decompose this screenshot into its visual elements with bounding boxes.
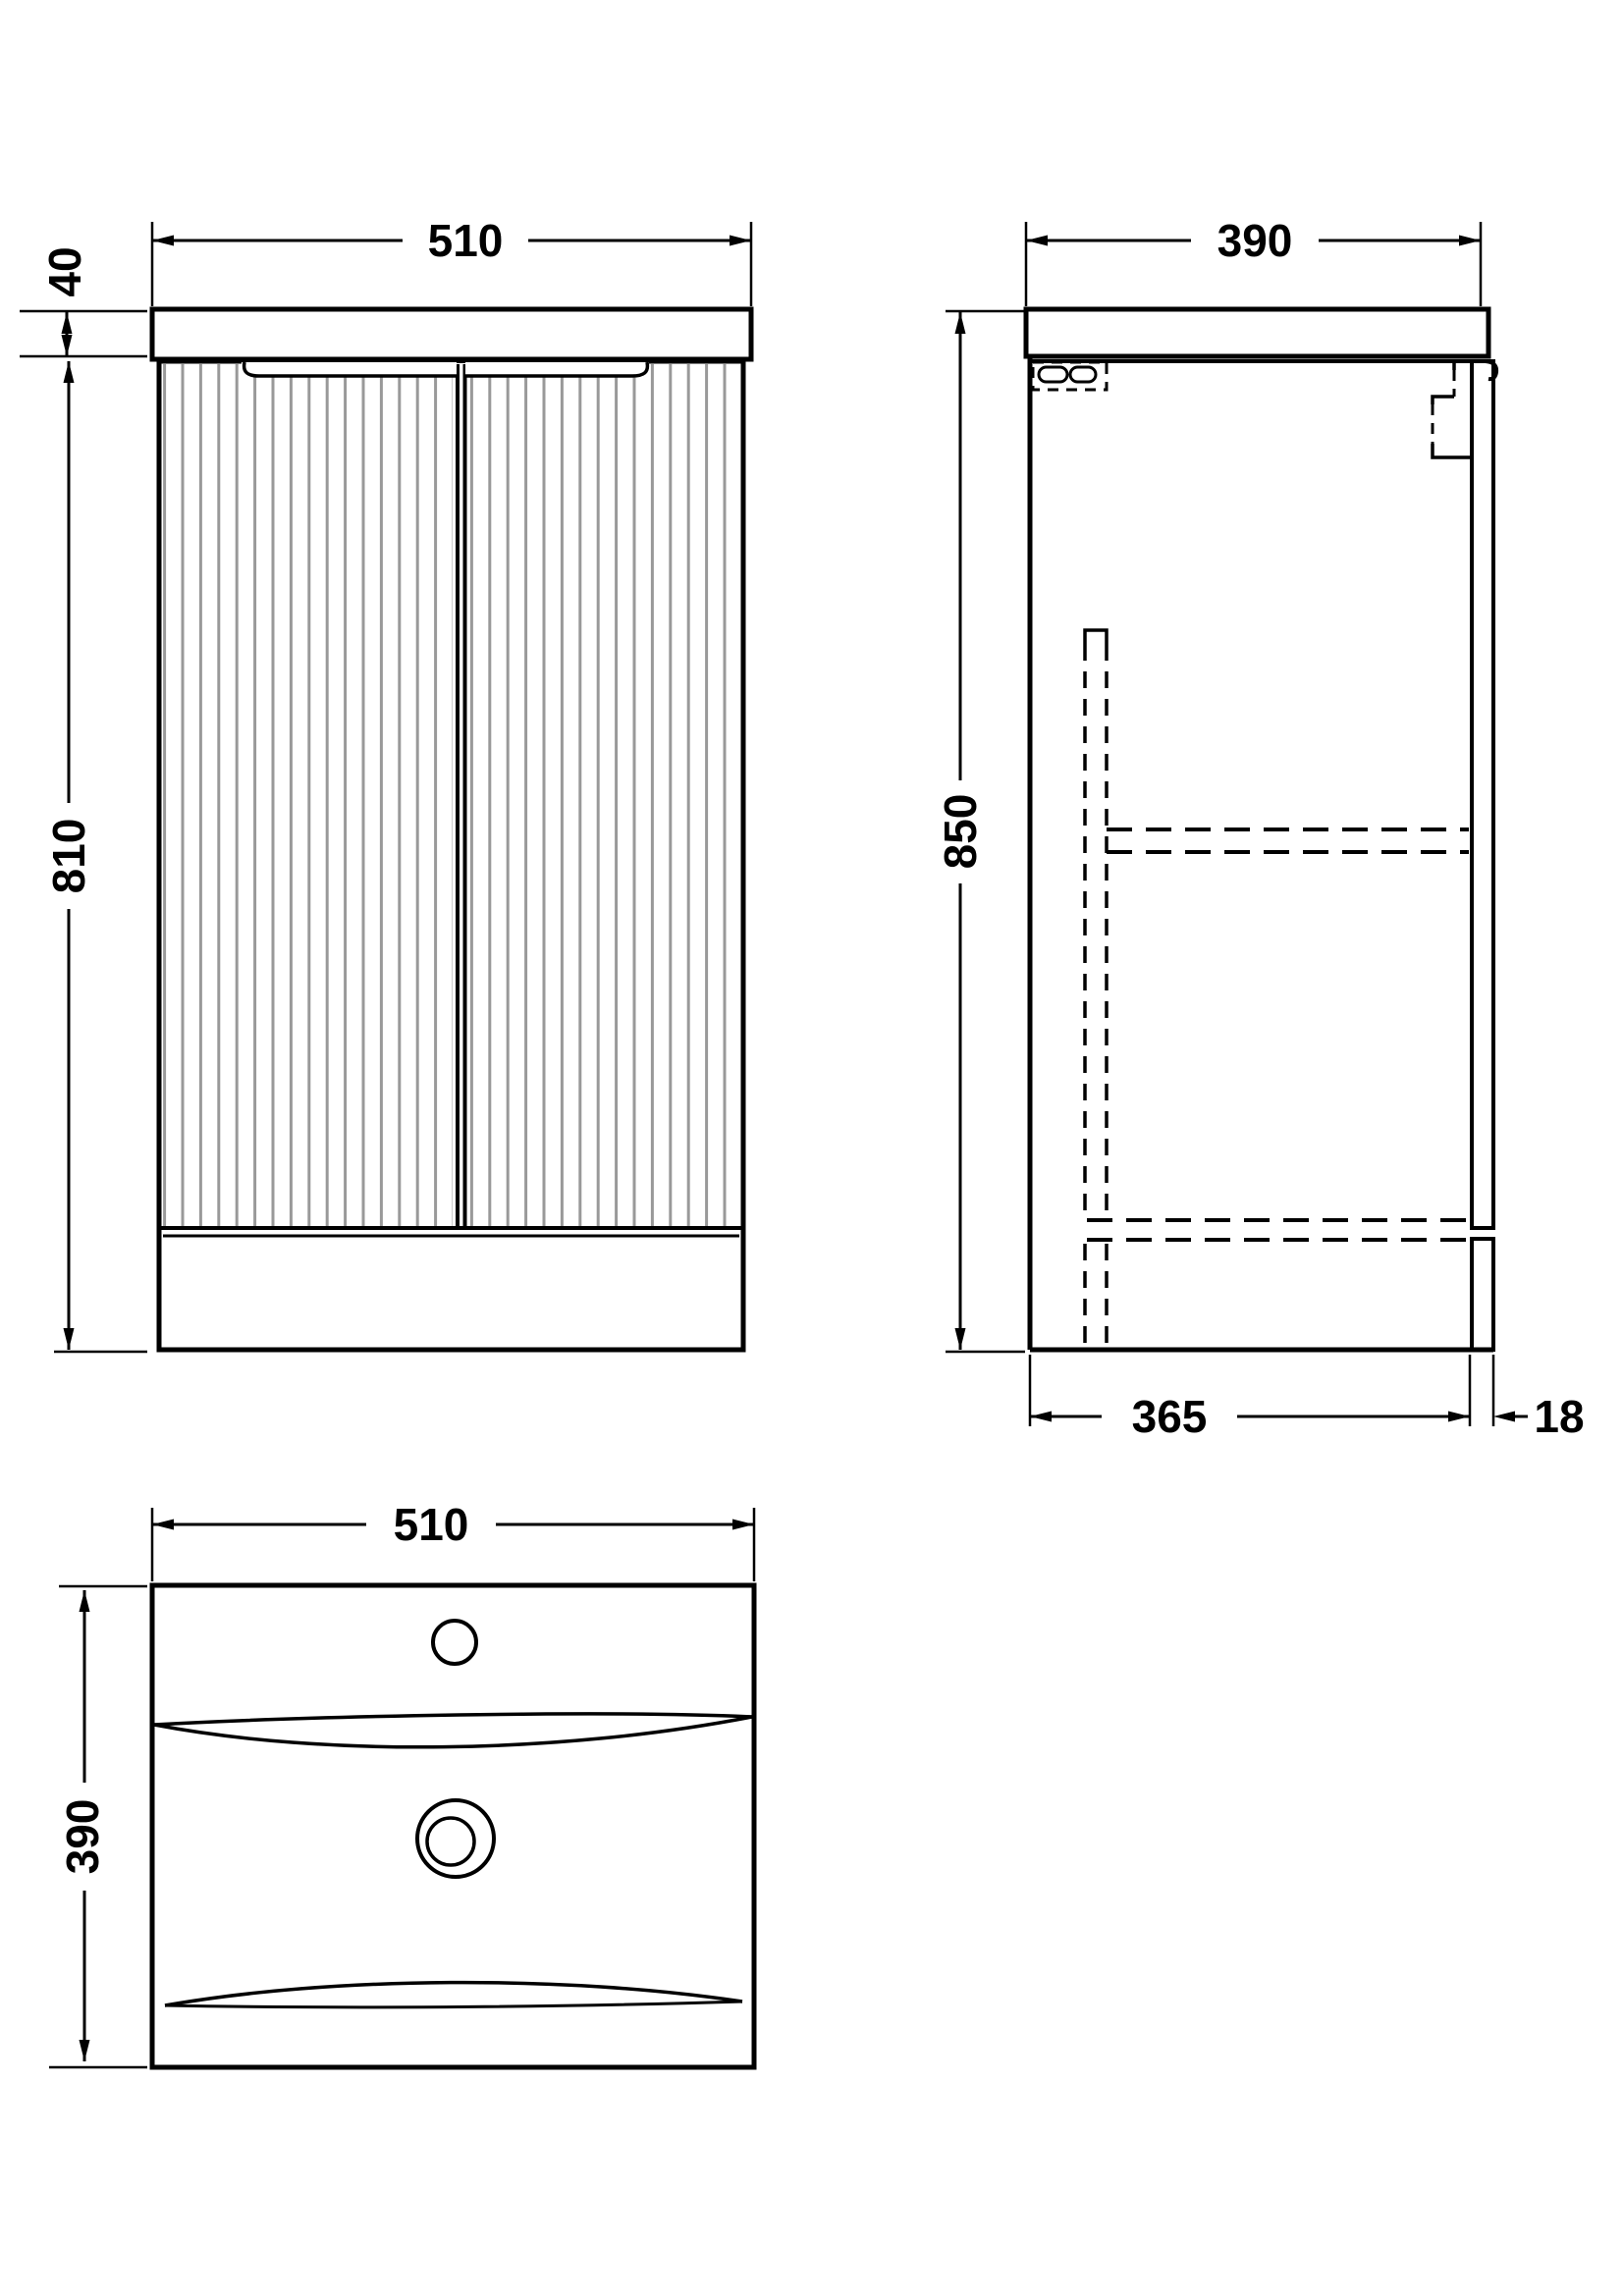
arrow-right bbox=[730, 236, 751, 246]
fluted-door-texture bbox=[162, 364, 740, 1227]
dim-plan-depth-label: 390 bbox=[57, 1798, 109, 1875]
worktop-side bbox=[1026, 309, 1488, 356]
arrow-down bbox=[955, 1328, 966, 1350]
dim-side-door-label: 18 bbox=[1534, 1391, 1585, 1443]
arrow-up bbox=[955, 312, 966, 334]
worktop-front bbox=[152, 309, 751, 359]
basin-plan-view bbox=[49, 1499, 754, 2067]
shelf-hidden bbox=[1107, 829, 1469, 852]
dim-front-height bbox=[43, 361, 147, 1352]
dim-front-worktop bbox=[20, 246, 147, 356]
arrow-down bbox=[62, 335, 73, 356]
arrow-right bbox=[732, 1520, 754, 1530]
arrow-down bbox=[64, 1328, 75, 1350]
waste-hole-inner bbox=[427, 1818, 474, 1865]
hinge-slot-left bbox=[1039, 367, 1067, 382]
basin-back-edge bbox=[154, 1714, 752, 1747]
bottom-panel-hidden bbox=[1087, 1220, 1470, 1240]
arrow-left bbox=[1030, 1412, 1052, 1422]
door-bracket-hidden bbox=[1433, 361, 1472, 457]
dim-front-width-label: 510 bbox=[427, 215, 504, 267]
basin-front-edge bbox=[165, 1983, 742, 2007]
arrow-right bbox=[1448, 1412, 1470, 1422]
plinth-side-profile bbox=[1472, 1239, 1493, 1350]
tap-hole bbox=[433, 1621, 476, 1664]
dim-side-height-label: 850 bbox=[935, 793, 987, 870]
dim-front-height-label: 810 bbox=[43, 818, 95, 894]
arrow-left bbox=[1026, 236, 1048, 246]
back-edge-top bbox=[154, 1714, 752, 1725]
dim-side-internal bbox=[1030, 1355, 1470, 1442]
front-edge-bottom bbox=[165, 2002, 742, 2007]
dim-side-depth-label: 390 bbox=[1217, 215, 1293, 267]
front-edge-top bbox=[165, 1983, 742, 2005]
arrow-right bbox=[1459, 236, 1481, 246]
arrow-up bbox=[62, 312, 73, 334]
arrow-down bbox=[80, 2040, 90, 2061]
side-section-view bbox=[935, 215, 1584, 1442]
arrow-to-left bbox=[1493, 1412, 1515, 1422]
dim-side-door bbox=[1493, 1355, 1585, 1442]
handle-groove-right-mask bbox=[465, 362, 649, 375]
bracket-solid bbox=[1433, 397, 1454, 404]
dim-plan-depth bbox=[49, 1586, 147, 2067]
hinge-plate-hidden bbox=[1033, 362, 1107, 390]
arrow-left bbox=[152, 1520, 174, 1530]
arrow-left bbox=[152, 236, 174, 246]
dim-plan-width bbox=[152, 1499, 754, 1581]
dim-front-worktop-label: 40 bbox=[39, 246, 91, 297]
back-panel-top-cap bbox=[1085, 630, 1107, 644]
dim-side-height bbox=[935, 311, 1025, 1352]
dim-side-depth bbox=[1026, 215, 1481, 306]
dim-front-width bbox=[152, 215, 751, 306]
bracket-solid bbox=[1433, 444, 1472, 457]
hinge-slot-right bbox=[1070, 367, 1096, 382]
dim-side-internal-label: 365 bbox=[1131, 1391, 1208, 1443]
handle-groove-left-mask bbox=[242, 362, 457, 375]
door-side-profile bbox=[1472, 361, 1493, 1228]
arrow-up bbox=[64, 361, 75, 383]
arrow-up bbox=[80, 1590, 90, 1612]
front-elevation-view bbox=[20, 215, 751, 1352]
dim-plan-width-label: 510 bbox=[393, 1499, 469, 1551]
